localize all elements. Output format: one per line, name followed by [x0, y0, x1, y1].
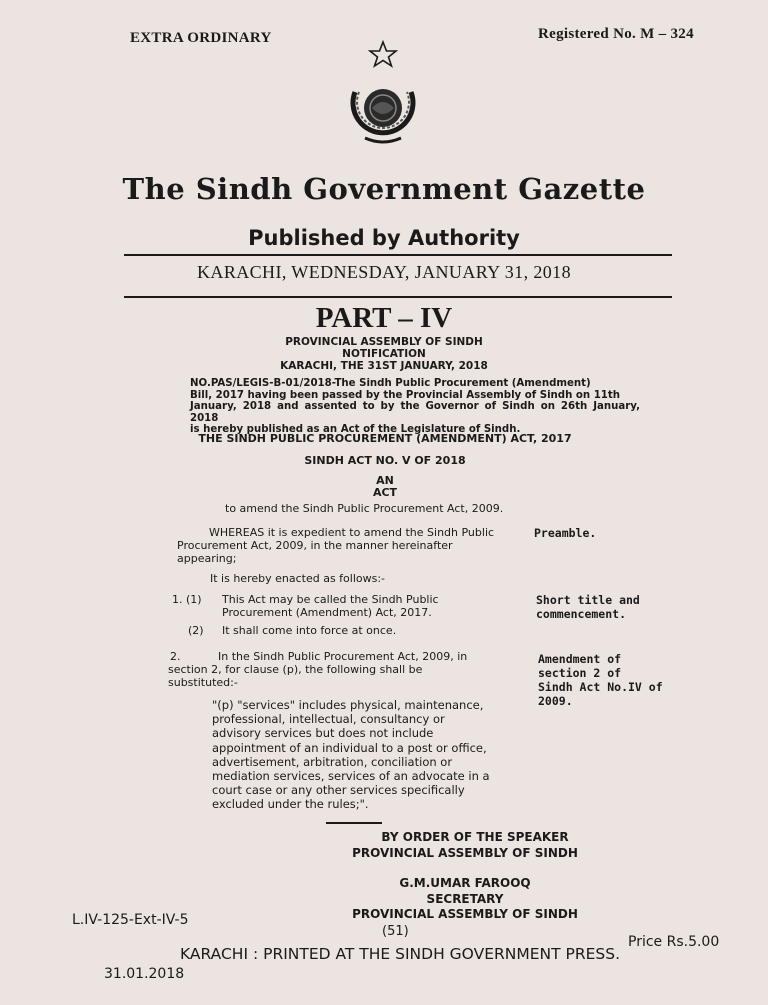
signatory-name: G.M.UMAR FAROOQ	[399, 876, 531, 890]
section-1-number: 1. (1)	[172, 593, 202, 606]
footer-reference: L.IV-125-Ext-IV-5	[72, 912, 189, 928]
footer-date: 31.01.2018	[104, 966, 185, 982]
registration-number: Registered No. M – 324	[538, 26, 694, 42]
printer-line: KARACHI : PRINTED AT THE SINDH GOVERNMENT PRESS.	[180, 945, 621, 963]
issue-dateline: KARACHI, WEDNESDAY, JANUARY 31, 2018	[197, 262, 571, 282]
published-by-authority: Published by Authority	[248, 226, 520, 250]
preamble-text: WHEREAS it is expedient to amend the Sindh Public Procurement Act, 2009, in the manner hereinafter appearing;	[177, 526, 495, 565]
masthead-rule-bottom	[124, 296, 672, 298]
section-2-text: In the Sindh Public Procurement Act, 2009, in section 2, for clause (p), the following shall be substituted:-	[168, 650, 468, 689]
signatory-designation: SECRETARY	[426, 892, 504, 906]
act-title: THE SINDH PUBLIC PROCUREMENT (AMENDMENT) ACT, 2017	[198, 432, 572, 445]
by-order-line: BY ORDER OF THE SPEAKER	[381, 830, 569, 844]
signature-assembly-2: PROVINCIAL ASSEMBLY OF SINDH	[352, 907, 578, 921]
part-heading: PART – IV	[315, 302, 453, 334]
marginal-note-preamble: Preamble.	[534, 526, 597, 540]
signature-assembly: PROVINCIAL ASSEMBLY OF SINDH	[352, 846, 578, 860]
act-act-word: ACT	[372, 486, 398, 499]
marginal-note-amendment: Amendment of section 2 of Sindh Act No.IV of 2009.	[538, 652, 663, 708]
gazette-title: The Sindh Government Gazette	[122, 172, 646, 206]
signature-rule	[326, 822, 382, 824]
act-an: AN	[376, 474, 394, 487]
notification-date: KARACHI, THE 31ST JANUARY, 2018	[280, 360, 488, 372]
notification-paragraph: NO.PAS/LEGIS-B-01/2018-The Sindh Public Procurement (Amendment) Bill, 2017 having been passed by the Provincial Assembly of Sindh on 11th January, 2018 and assented to by the Governor of Sindh on 26th January, 2018 is hereby published as an Act of the Legislature of Sindh.	[190, 378, 640, 435]
section-1-text: This Act may be called the Sindh Public Procurement (Amendment) Act, 2017.	[222, 593, 439, 619]
marginal-note-short-title: Short title and commencement.	[536, 593, 640, 621]
section-2-number: 2.	[170, 650, 181, 663]
act-number: SINDH ACT NO. V OF 2018	[304, 454, 466, 467]
extra-ordinary-label: EXTRA ORDINARY	[130, 30, 272, 46]
notification-assembly: PROVINCIAL ASSEMBLY OF SINDH	[285, 336, 483, 348]
masthead-rule-top	[124, 254, 672, 256]
sindh-government-emblem-icon	[343, 40, 423, 150]
enacting-clause: It is hereby enacted as follows:-	[210, 572, 386, 585]
section-1-2-text: It shall come into force at once.	[222, 624, 397, 637]
price-label: Price Rs.5.00	[628, 934, 720, 950]
section-1-2-number: (2)	[188, 624, 204, 637]
page-number: (51)	[382, 924, 409, 939]
act-long-title: to amend the Sindh Public Procurement Act, 2009.	[225, 502, 504, 515]
substituted-clause: "(p) "services" includes physical, maintenance, professional, intellectual, consultancy or advisory services but does not include appointment of an individual to a post or office, advertisement, arbitration, conciliation or mediation services, services of an advocate in a court case or any other services specifically excluded under the rules;".	[212, 698, 490, 812]
notification-label: NOTIFICATION	[342, 348, 426, 360]
